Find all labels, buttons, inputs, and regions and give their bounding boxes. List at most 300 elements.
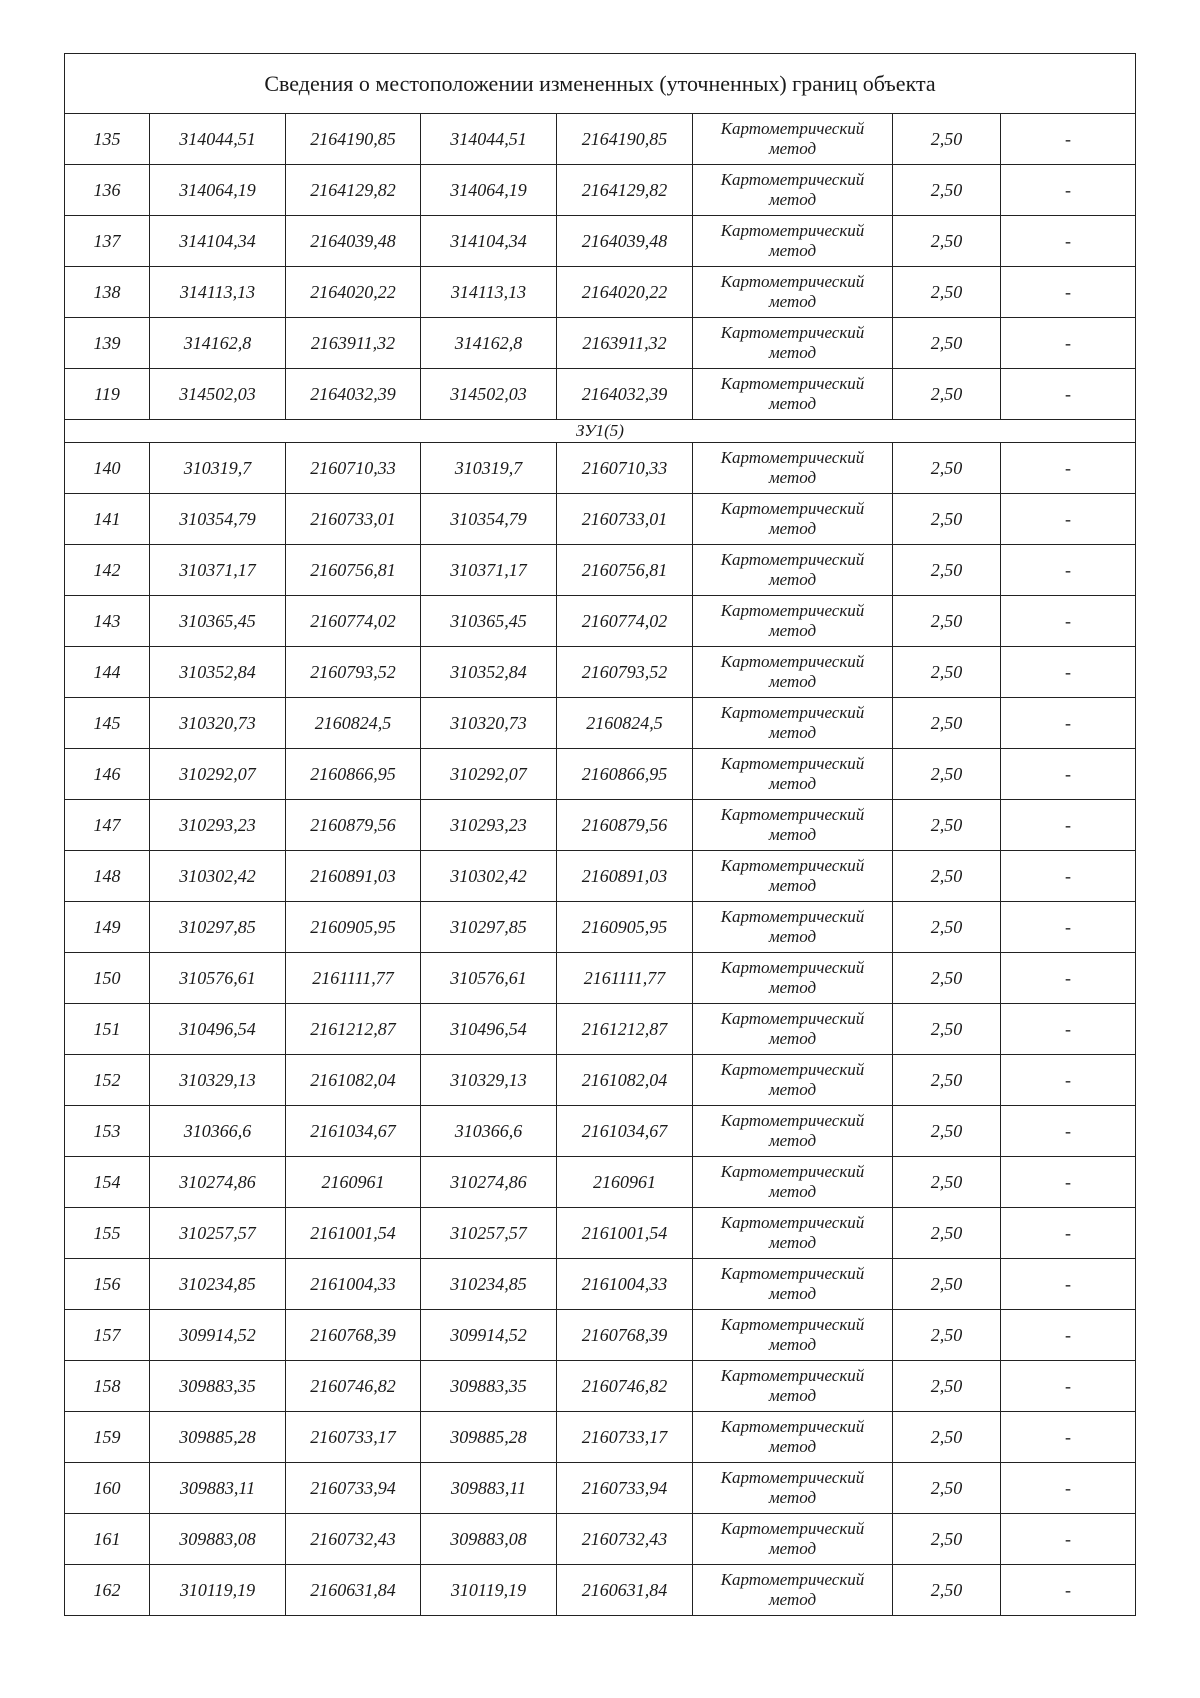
method-line-1: Картометрический: [720, 1213, 865, 1232]
existing-x-cell: 309883,11: [150, 1463, 286, 1514]
refined-y-cell: 2161212,87: [557, 1004, 693, 1055]
method-line-1: Картометрический: [720, 1366, 865, 1385]
table-row: [65, 1514, 1136, 1565]
note-cell: -: [1001, 902, 1136, 953]
point-number-cell: 148: [65, 851, 150, 902]
existing-x-cell: 310297,85: [150, 902, 286, 953]
note-cell: -: [1001, 1208, 1136, 1259]
accuracy-cell: 2,50: [893, 494, 1001, 545]
existing-y-cell: 2160793,52: [286, 647, 421, 698]
note-cell: -: [1001, 851, 1136, 902]
note-cell: -: [1001, 494, 1136, 545]
method-line-2: метод: [768, 292, 817, 311]
method-line-1: Картометрический: [720, 119, 865, 138]
point-number-cell: 135: [65, 114, 150, 165]
method-cell: [693, 267, 893, 318]
method-line-2: метод: [768, 1539, 817, 1558]
document-page: [64, 53, 1135, 1616]
table-row: [65, 1259, 1136, 1310]
existing-x-cell: 314104,34: [150, 216, 286, 267]
existing-y-cell: 2160733,17: [286, 1412, 421, 1463]
note-cell: -: [1001, 1565, 1136, 1616]
refined-y-cell: 2161082,04: [557, 1055, 693, 1106]
method-line-2: метод: [768, 723, 817, 742]
existing-x-cell: 310302,42: [150, 851, 286, 902]
point-number-cell: 150: [65, 953, 150, 1004]
existing-y-cell: 2160756,81: [286, 545, 421, 596]
existing-x-cell: 314113,13: [150, 267, 286, 318]
existing-y-cell: 2160961: [286, 1157, 421, 1208]
refined-y-cell: 2160774,02: [557, 596, 693, 647]
existing-x-cell: 310119,19: [150, 1565, 286, 1616]
existing-y-cell: 2163911,32: [286, 318, 421, 369]
refined-x-cell: 310234,85: [421, 1259, 557, 1310]
accuracy-cell: 2,50: [893, 114, 1001, 165]
existing-x-cell: 314502,03: [150, 369, 286, 420]
accuracy-cell: 2,50: [893, 443, 1001, 494]
note-cell: -: [1001, 1157, 1136, 1208]
method-line-1: Картометрический: [720, 221, 865, 240]
refined-x-cell: 310329,13: [421, 1055, 557, 1106]
method-cell: [693, 545, 893, 596]
refined-x-cell: 310366,6: [421, 1106, 557, 1157]
refined-x-cell: 310354,79: [421, 494, 557, 545]
accuracy-cell: 2,50: [893, 267, 1001, 318]
method-line-1: Картометрический: [720, 1111, 865, 1130]
method-line-1: Картометрический: [720, 601, 865, 620]
existing-x-cell: 309883,35: [150, 1361, 286, 1412]
refined-x-cell: 314162,8: [421, 318, 557, 369]
method-cell: [693, 1157, 893, 1208]
refined-y-cell: 2160891,03: [557, 851, 693, 902]
note-cell: -: [1001, 1310, 1136, 1361]
method-cell: [693, 1412, 893, 1463]
existing-x-cell: 310320,73: [150, 698, 286, 749]
method-line-1: Картометрический: [720, 272, 865, 291]
point-number-cell: 158: [65, 1361, 150, 1412]
method-line-1: Картометрический: [720, 1468, 865, 1487]
method-line-2: метод: [768, 394, 817, 413]
method-line-2: метод: [768, 241, 817, 260]
point-number-cell: 152: [65, 1055, 150, 1106]
refined-x-cell: 314502,03: [421, 369, 557, 420]
table-row: [65, 494, 1136, 545]
point-number-cell: 138: [65, 267, 150, 318]
refined-y-cell: 2160756,81: [557, 545, 693, 596]
accuracy-cell: 2,50: [893, 1259, 1001, 1310]
refined-y-cell: 2160732,43: [557, 1514, 693, 1565]
method-cell: [693, 698, 893, 749]
method-line-2: метод: [768, 570, 817, 589]
table-row: [65, 114, 1136, 165]
existing-x-cell: 310366,6: [150, 1106, 286, 1157]
existing-y-cell: 2164020,22: [286, 267, 421, 318]
method-line-1: Картометрический: [720, 907, 865, 926]
table-row: [65, 1412, 1136, 1463]
point-number-cell: 142: [65, 545, 150, 596]
method-cell: [693, 1361, 893, 1412]
point-number-cell: 153: [65, 1106, 150, 1157]
method-line-1: Картометрический: [720, 323, 865, 342]
method-line-2: метод: [768, 1488, 817, 1507]
note-cell: -: [1001, 1463, 1136, 1514]
existing-x-cell: 314162,8: [150, 318, 286, 369]
existing-y-cell: 2161082,04: [286, 1055, 421, 1106]
existing-x-cell: 310234,85: [150, 1259, 286, 1310]
point-number-cell: 145: [65, 698, 150, 749]
method-line-1: Картометрический: [720, 1417, 865, 1436]
table-row: [65, 267, 1136, 318]
table-row: [65, 1004, 1136, 1055]
method-cell: [693, 369, 893, 420]
existing-y-cell: 2161034,67: [286, 1106, 421, 1157]
accuracy-cell: 2,50: [893, 1514, 1001, 1565]
refined-x-cell: 310496,54: [421, 1004, 557, 1055]
existing-y-cell: 2164039,48: [286, 216, 421, 267]
existing-x-cell: 310274,86: [150, 1157, 286, 1208]
table-title-row: [65, 54, 1136, 114]
accuracy-cell: 2,50: [893, 165, 1001, 216]
existing-y-cell: 2164129,82: [286, 165, 421, 216]
existing-y-cell: 2160710,33: [286, 443, 421, 494]
existing-x-cell: 309885,28: [150, 1412, 286, 1463]
refined-x-cell: 310302,42: [421, 851, 557, 902]
point-number-cell: 139: [65, 318, 150, 369]
accuracy-cell: 2,50: [893, 1463, 1001, 1514]
existing-y-cell: 2160746,82: [286, 1361, 421, 1412]
refined-x-cell: 309883,08: [421, 1514, 557, 1565]
method-line-2: метод: [768, 825, 817, 844]
refined-y-cell: 2160733,17: [557, 1412, 693, 1463]
method-line-2: метод: [768, 1335, 817, 1354]
refined-y-cell: 2161001,54: [557, 1208, 693, 1259]
accuracy-cell: 2,50: [893, 851, 1001, 902]
accuracy-cell: 2,50: [893, 596, 1001, 647]
refined-y-cell: 2160733,94: [557, 1463, 693, 1514]
existing-y-cell: 2160733,94: [286, 1463, 421, 1514]
refined-x-cell: 309914,52: [421, 1310, 557, 1361]
method-cell: [693, 800, 893, 851]
table-row: [65, 1463, 1136, 1514]
refined-y-cell: 2160710,33: [557, 443, 693, 494]
accuracy-cell: 2,50: [893, 1208, 1001, 1259]
note-cell: -: [1001, 1412, 1136, 1463]
refined-y-cell: 2160733,01: [557, 494, 693, 545]
method-line-2: метод: [768, 774, 817, 793]
accuracy-cell: 2,50: [893, 1412, 1001, 1463]
existing-x-cell: 310352,84: [150, 647, 286, 698]
method-cell: [693, 902, 893, 953]
existing-x-cell: 314044,51: [150, 114, 286, 165]
accuracy-cell: 2,50: [893, 1055, 1001, 1106]
method-line-1: Картометрический: [720, 550, 865, 569]
point-number-cell: 157: [65, 1310, 150, 1361]
existing-y-cell: 2161001,54: [286, 1208, 421, 1259]
existing-x-cell: 309883,08: [150, 1514, 286, 1565]
refined-x-cell: 310319,7: [421, 443, 557, 494]
accuracy-cell: 2,50: [893, 545, 1001, 596]
point-number-cell: 141: [65, 494, 150, 545]
existing-y-cell: 2160905,95: [286, 902, 421, 953]
accuracy-cell: 2,50: [893, 902, 1001, 953]
note-cell: -: [1001, 369, 1136, 420]
method-line-2: метод: [768, 672, 817, 691]
method-line-1: Картометрический: [720, 1315, 865, 1334]
method-line-1: Картометрический: [720, 1009, 865, 1028]
refined-y-cell: 2160961: [557, 1157, 693, 1208]
method-line-1: Картометрический: [720, 652, 865, 671]
method-cell: [693, 318, 893, 369]
refined-y-cell: 2160746,82: [557, 1361, 693, 1412]
refined-x-cell: 310274,86: [421, 1157, 557, 1208]
refined-x-cell: 310257,57: [421, 1208, 557, 1259]
existing-x-cell: 310371,17: [150, 545, 286, 596]
accuracy-cell: 2,50: [893, 1106, 1001, 1157]
note-cell: -: [1001, 698, 1136, 749]
existing-x-cell: 310365,45: [150, 596, 286, 647]
point-number-cell: 136: [65, 165, 150, 216]
method-cell: [693, 749, 893, 800]
note-cell: -: [1001, 114, 1136, 165]
point-number-cell: 143: [65, 596, 150, 647]
point-number-cell: 159: [65, 1412, 150, 1463]
method-line-2: метод: [768, 343, 817, 362]
method-cell: [693, 1565, 893, 1616]
accuracy-cell: 2,50: [893, 749, 1001, 800]
table-row: [65, 1361, 1136, 1412]
method-cell: [693, 1310, 893, 1361]
note-cell: -: [1001, 443, 1136, 494]
refined-y-cell: 2160824,5: [557, 698, 693, 749]
existing-x-cell: 310257,57: [150, 1208, 286, 1259]
method-line-1: Картометрический: [720, 448, 865, 467]
point-number-cell: 162: [65, 1565, 150, 1616]
method-line-1: Картометрический: [720, 1264, 865, 1283]
refined-x-cell: 310365,45: [421, 596, 557, 647]
note-cell: -: [1001, 1259, 1136, 1310]
method-line-1: Картометрический: [720, 374, 865, 393]
existing-y-cell: 2160774,02: [286, 596, 421, 647]
refined-y-cell: 2163911,32: [557, 318, 693, 369]
existing-x-cell: 310292,07: [150, 749, 286, 800]
section-label: ЗУ1(5): [65, 420, 1136, 443]
method-cell: [693, 1514, 893, 1565]
refined-y-cell: 2161004,33: [557, 1259, 693, 1310]
refined-x-cell: 310119,19: [421, 1565, 557, 1616]
note-cell: -: [1001, 1004, 1136, 1055]
note-cell: -: [1001, 216, 1136, 267]
existing-y-cell: 2160879,56: [286, 800, 421, 851]
table-row: [65, 851, 1136, 902]
point-number-cell: 160: [65, 1463, 150, 1514]
table-row: [65, 596, 1136, 647]
table-row: [65, 647, 1136, 698]
existing-x-cell: 309914,52: [150, 1310, 286, 1361]
refined-y-cell: 2160793,52: [557, 647, 693, 698]
note-cell: -: [1001, 953, 1136, 1004]
method-line-1: Картометрический: [720, 805, 865, 824]
refined-x-cell: 310320,73: [421, 698, 557, 749]
table-row: [65, 165, 1136, 216]
method-line-2: метод: [768, 978, 817, 997]
accuracy-cell: 2,50: [893, 1157, 1001, 1208]
method-cell: [693, 443, 893, 494]
note-cell: -: [1001, 647, 1136, 698]
existing-y-cell: 2160733,01: [286, 494, 421, 545]
method-cell: [693, 596, 893, 647]
method-cell: [693, 165, 893, 216]
method-line-1: Картометрический: [720, 1519, 865, 1538]
refined-y-cell: 2164190,85: [557, 114, 693, 165]
existing-x-cell: 310329,13: [150, 1055, 286, 1106]
note-cell: -: [1001, 596, 1136, 647]
table-row: [65, 1157, 1136, 1208]
refined-x-cell: 310371,17: [421, 545, 557, 596]
refined-y-cell: 2164129,82: [557, 165, 693, 216]
existing-y-cell: 2164032,39: [286, 369, 421, 420]
table-row: [65, 749, 1136, 800]
accuracy-cell: 2,50: [893, 369, 1001, 420]
method-line-2: метод: [768, 1386, 817, 1405]
point-number-cell: 144: [65, 647, 150, 698]
method-cell: [693, 1106, 893, 1157]
point-number-cell: 140: [65, 443, 150, 494]
note-cell: -: [1001, 1106, 1136, 1157]
refined-x-cell: 310352,84: [421, 647, 557, 698]
table-row: [65, 953, 1136, 1004]
method-line-1: Картометрический: [720, 499, 865, 518]
method-line-2: метод: [768, 468, 817, 487]
table-row: [65, 369, 1136, 420]
point-number-cell: 156: [65, 1259, 150, 1310]
section-row: [65, 420, 1136, 443]
refined-y-cell: 2164032,39: [557, 369, 693, 420]
accuracy-cell: 2,50: [893, 647, 1001, 698]
refined-x-cell: 310297,85: [421, 902, 557, 953]
table-row: [65, 545, 1136, 596]
existing-y-cell: 2160732,43: [286, 1514, 421, 1565]
existing-x-cell: 314064,19: [150, 165, 286, 216]
table-row: [65, 902, 1136, 953]
note-cell: -: [1001, 749, 1136, 800]
method-line-2: метод: [768, 190, 817, 209]
refined-x-cell: 314044,51: [421, 114, 557, 165]
refined-x-cell: 309885,28: [421, 1412, 557, 1463]
accuracy-cell: 2,50: [893, 1004, 1001, 1055]
existing-x-cell: 310319,7: [150, 443, 286, 494]
table-row: [65, 1208, 1136, 1259]
existing-y-cell: 2164190,85: [286, 114, 421, 165]
table-row: [65, 1565, 1136, 1616]
method-line-2: метод: [768, 1437, 817, 1456]
note-cell: -: [1001, 267, 1136, 318]
refined-y-cell: 2160866,95: [557, 749, 693, 800]
table-row: [65, 216, 1136, 267]
point-number-cell: 155: [65, 1208, 150, 1259]
refined-x-cell: 310292,07: [421, 749, 557, 800]
note-cell: -: [1001, 1055, 1136, 1106]
point-number-cell: 147: [65, 800, 150, 851]
refined-x-cell: 309883,35: [421, 1361, 557, 1412]
existing-x-cell: 310496,54: [150, 1004, 286, 1055]
accuracy-cell: 2,50: [893, 1361, 1001, 1412]
accuracy-cell: 2,50: [893, 953, 1001, 1004]
refined-y-cell: 2160768,39: [557, 1310, 693, 1361]
refined-x-cell: 314113,13: [421, 267, 557, 318]
method-cell: [693, 114, 893, 165]
existing-y-cell: 2161212,87: [286, 1004, 421, 1055]
method-line-1: Картометрический: [720, 958, 865, 977]
note-cell: -: [1001, 1361, 1136, 1412]
point-number-cell: 161: [65, 1514, 150, 1565]
accuracy-cell: 2,50: [893, 698, 1001, 749]
point-number-cell: 119: [65, 369, 150, 420]
method-line-1: Картометрический: [720, 703, 865, 722]
note-cell: -: [1001, 165, 1136, 216]
method-cell: [693, 1004, 893, 1055]
method-line-2: метод: [768, 621, 817, 640]
table-row: [65, 698, 1136, 749]
refined-y-cell: 2160631,84: [557, 1565, 693, 1616]
table-row: [65, 1310, 1136, 1361]
existing-y-cell: 2160631,84: [286, 1565, 421, 1616]
existing-y-cell: 2160824,5: [286, 698, 421, 749]
method-line-2: метод: [768, 1590, 817, 1609]
existing-y-cell: 2160768,39: [286, 1310, 421, 1361]
method-line-2: метод: [768, 1233, 817, 1252]
note-cell: -: [1001, 800, 1136, 851]
refined-y-cell: 2161034,67: [557, 1106, 693, 1157]
table-row: [65, 443, 1136, 494]
point-number-cell: 151: [65, 1004, 150, 1055]
note-cell: -: [1001, 545, 1136, 596]
refined-x-cell: 309883,11: [421, 1463, 557, 1514]
refined-y-cell: 2164020,22: [557, 267, 693, 318]
point-number-cell: 137: [65, 216, 150, 267]
method-cell: [693, 1055, 893, 1106]
method-cell: [693, 1259, 893, 1310]
refined-x-cell: 310576,61: [421, 953, 557, 1004]
method-line-1: Картометрический: [720, 170, 865, 189]
method-line-1: Картометрический: [720, 754, 865, 773]
method-cell: [693, 494, 893, 545]
refined-y-cell: 2164039,48: [557, 216, 693, 267]
method-line-2: метод: [768, 1080, 817, 1099]
method-line-2: метод: [768, 876, 817, 895]
existing-x-cell: 310354,79: [150, 494, 286, 545]
method-line-2: метод: [768, 139, 817, 158]
existing-x-cell: 310293,23: [150, 800, 286, 851]
method-line-2: метод: [768, 1131, 817, 1150]
accuracy-cell: 2,50: [893, 318, 1001, 369]
existing-x-cell: 310576,61: [150, 953, 286, 1004]
method-cell: [693, 647, 893, 698]
method-line-1: Картометрический: [720, 1162, 865, 1181]
method-line-2: метод: [768, 1182, 817, 1201]
accuracy-cell: 2,50: [893, 216, 1001, 267]
table-row: [65, 800, 1136, 851]
existing-y-cell: 2160891,03: [286, 851, 421, 902]
table-title: Сведения о местоположении измененных (уточненных) границ объекта: [65, 54, 1136, 114]
boundary-coordinates-table: [64, 53, 1136, 1616]
refined-y-cell: 2161111,77: [557, 953, 693, 1004]
table-row: [65, 318, 1136, 369]
table-row: [65, 1106, 1136, 1157]
refined-x-cell: 314104,34: [421, 216, 557, 267]
method-line-1: Картометрический: [720, 1060, 865, 1079]
note-cell: -: [1001, 318, 1136, 369]
method-line-2: метод: [768, 519, 817, 538]
